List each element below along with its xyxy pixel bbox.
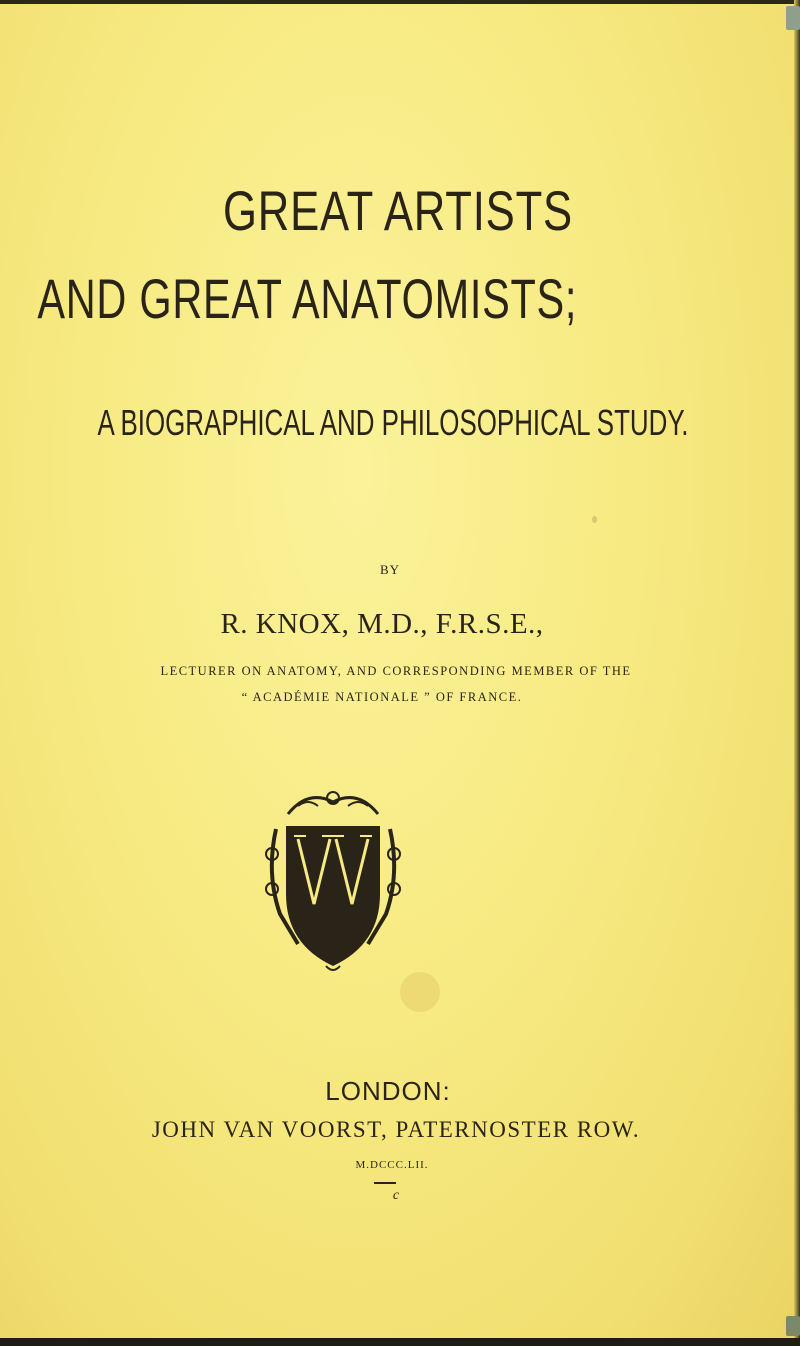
title-page — [0, 4, 796, 1340]
title-line-1: GREAT ARTISTS — [223, 179, 573, 242]
author-credentials-line-1: LECTURER ON ANATOMY, AND CORRESPONDING MEMBER OF THE — [160, 664, 632, 678]
imprint-date: M.DCCC.LII. — [355, 1159, 429, 1171]
imprint-city: LONDON: — [325, 1076, 451, 1106]
bottom-edge — [0, 1338, 800, 1346]
page-edge-shadow — [794, 0, 800, 1346]
subtitle: A BIOGRAPHICAL AND PHILOSOPHICAL STUDY. — [97, 402, 689, 443]
by-label: BY — [379, 562, 401, 577]
corner-tab-bottom — [786, 1316, 800, 1336]
corner-tab-top — [786, 6, 800, 30]
title-line-2: AND GREAT ANATOMISTS; — [37, 267, 578, 330]
imprint-publisher: JOHN VAN VOORST, PATERNOSTER ROW. — [151, 1117, 641, 1142]
divider — [374, 1182, 396, 1184]
publisher-shield-emblem-icon — [258, 784, 408, 974]
signature-mark: c — [392, 1188, 400, 1203]
paper-spot — [592, 516, 597, 523]
author-credentials-line-2: “ ACADÉMIE NATIONALE ” OF FRANCE. — [241, 690, 523, 704]
paper-spot — [400, 972, 440, 1012]
author-name: R. KNOX, M.D., F.R.S.E., — [220, 608, 544, 640]
